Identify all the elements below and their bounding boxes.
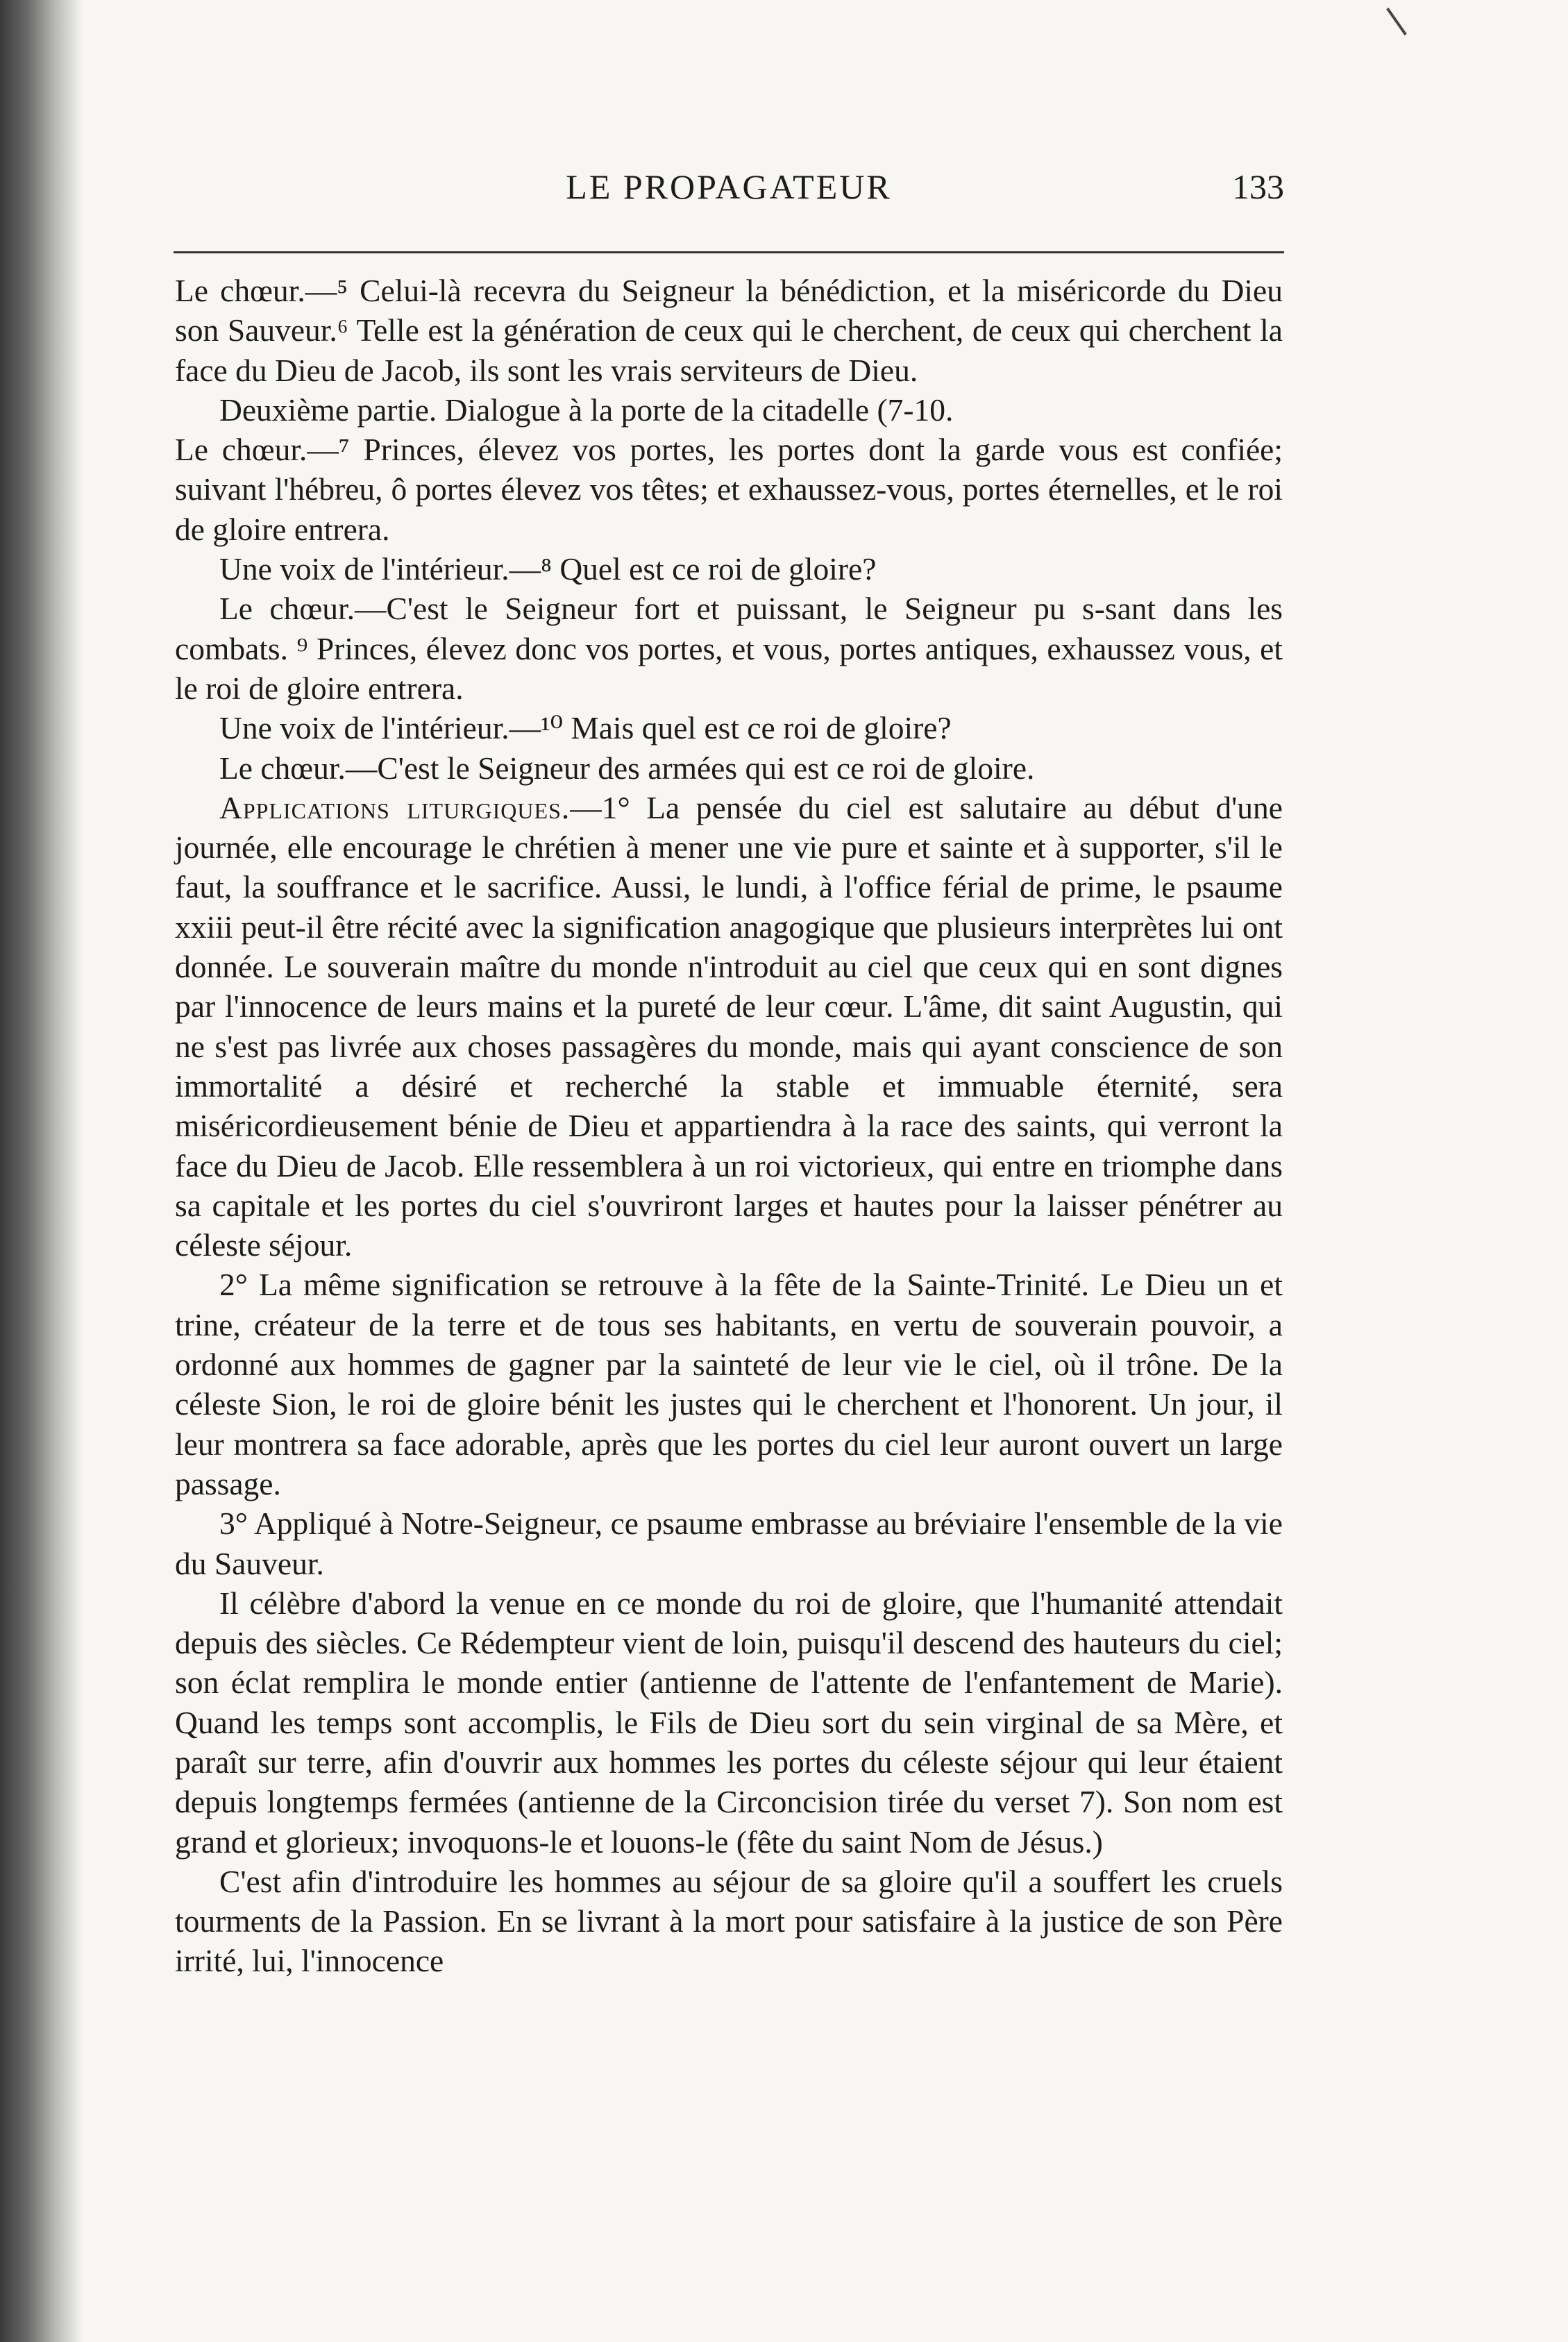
paragraph: C'est afin d'introduire les hommes au séjour de sa gloire qu'il a souffert les cruels tourments de la Passion. En se livrant à la mort pour satisfaire à la justice de son Père irrité, lui, l'innocence: [175, 1863, 1283, 1979]
paragraph: Il célèbre d'abord la venue en ce monde du roi de gloire, que l'humanité attendait depuis des siècles. Ce Rédempteur vient de loin, puisqu'il descend des hauteurs du ciel; son éclat remplira le monde entier (antienne de l'attente de l'enfantement de Marie). Quand les temps sont accomplis, le Fils de Dieu sort du sein virginal de sa Mère, et paraît sur terre, afin d'ouvrir aux hommes les portes du céleste séjour qui leur étaient depuis longtemps fermées (antienne de la Circoncision tirée du verset 7). Son nom est grand et glorieux; invoquons-le et louons-le (fête du saint Nom de Jésus.): [175, 1585, 1283, 1860]
applications-text: —1° La pensée du ciel est salutaire au début d'une journée, elle encourage le chrétien à mener une vie pure et sainte et à supporter, s'il le faut, la souffrance et le sacrifice. Aussi, le lundi, à l'office férial de prime, le psaume xxiii peut-il être récité avec la signification anagogique que plusieurs interprètes lui ont donnée. Le souverain maître du monde n'introduit au ciel que ceux qui en sont dignes par l'innocence de leurs mains et la pureté de leur cœur. L'âme, dit saint Augustin, qui ne s'est pas livrée aux choses passagères du monde, mais qui ayant conscience de son immortalité a désiré et recherché la stable et immuable éternité, sera miséricordieusement bénie de Dieu et appartiendra à la race des saints, qui verront la face du Dieu de Jacob. Elle ressemblera à un roi victorieux, qui entre en triomphe dans sa capitale et les portes du ciel s'ouvriront larges et hautes pour la laisser pénétrer au céleste séjour.: [175, 789, 1283, 1263]
running-head: LE PROPAGATEUR: [566, 167, 892, 206]
header-rule: [174, 251, 1284, 253]
binding-shadow: [0, 0, 83, 2342]
applications-paragraph: [175, 788, 1283, 1265]
body-text: [175, 271, 1283, 1981]
paragraph: Deuxième partie. Dialogue à la porte de la citadelle (7-10.: [219, 391, 954, 428]
paragraph: Le chœur.—⁵ Celui-là recevra du Seigneur la bénédiction, et la miséricorde du Dieu son Sauveur.⁶ Telle est la génération de ceux qui le cherchent, de ceux qui cherchent la face du Dieu de Jacob, ils sont les vrais serviteurs de Dieu.: [175, 273, 1283, 388]
page-header: [174, 167, 1284, 222]
paragraph: 2° La même signification se retrouve à la fête de la Sainte-Trinité. Le Dieu un et trine, créateur de la terre et de tous ses habitants, en vertu de souverain pouvoir, a ordonné aux hommes de gagner par la sainteté de leur vie le ciel, où il trône. De la céleste Sion, le roi de gloire bénit les justes qui le cherchent et l'honorent. Un jour, il leur montrera sa face adorable, après que les portes du ciel leur auront ouvert un large passage.: [175, 1267, 1283, 1501]
paragraph: Une voix de l'intérieur.—⁸ Quel est ce roi de gloire?: [219, 551, 877, 587]
paragraph: Le chœur.—C'est le Seigneur fort et puissant, le Seigneur pu s-sant dans les combats. ⁹ Princes, élevez donc vos portes, et vous, portes antiques, exhaussez vous, et le roi de gloire entrera.: [175, 591, 1283, 706]
scan-mark: [1386, 8, 1407, 35]
paragraph: 3° Appliqué à Notre-Seigneur, ce psaume embrasse au bréviaire l'ensemble de la vie du Sauveur.: [175, 1506, 1283, 1581]
paragraph: Le chœur.—C'est le Seigneur des armées qui est ce roi de gloire.: [219, 750, 1035, 786]
page-number: 133: [1232, 167, 1284, 206]
applications-label: Applications liturgiques.: [219, 789, 571, 825]
paragraph: Une voix de l'intérieur.—¹⁰ Mais quel est ce roi de gloire?: [219, 710, 952, 746]
paragraph: Le chœur.—⁷ Princes, élevez vos portes, les portes dont la garde vous est confiée; suivant l'hébreu, ô portes élevez vos têtes; et exhaussez-vous, portes éternelles, et le roi de gloire entrera.: [175, 432, 1283, 547]
